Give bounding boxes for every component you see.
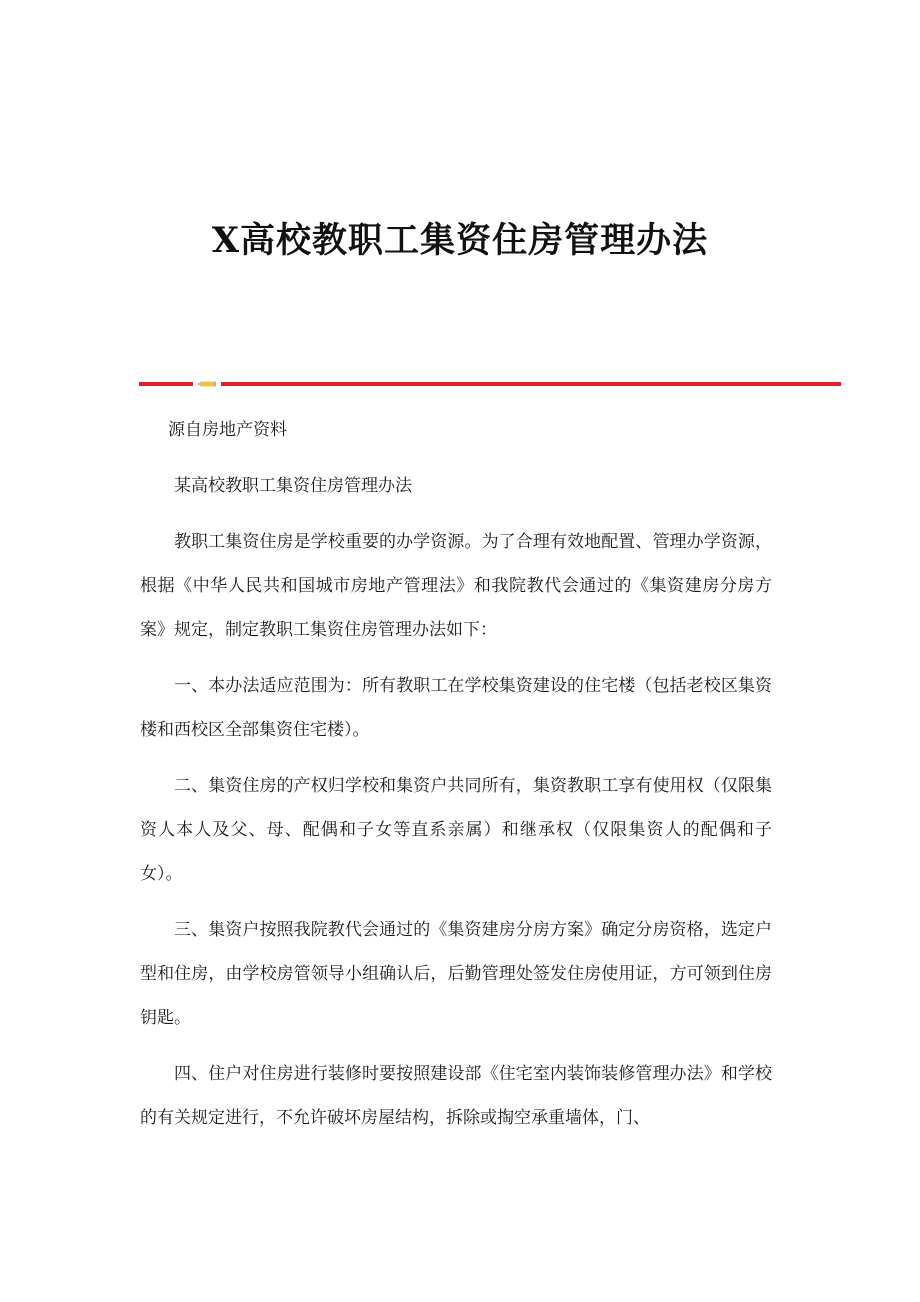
paragraph-intro: 教职工集资住房是学校重要的办学资源。为了合理有效地配置、管理办学资源，根据《中华人民共和国城市房地产管理法》和我院教代会通过的《集资建房分房方案》规定，制定教职工集资住房管理办法如下：: [140, 532, 772, 640]
paragraph-clause-2: 二、集资住房的产权归学校和集资户共同所有，集资教职工享有使用权（仅限集资人本人及父、母、配偶和子女等直系亲属）和继承权（仅限集资人的配偶和子女）。: [140, 776, 772, 884]
divider-bar-left: [139, 382, 193, 386]
title-divider: [139, 380, 841, 388]
divider-bar-right: [221, 382, 841, 386]
paragraph-clause-1: 一、本办法适应范围为：所有教职工在学校集资建设的住宅楼（包括老校区集资楼和西校区全部集资住宅楼）。: [140, 676, 772, 740]
source-note: 源自房地产资料: [168, 420, 287, 440]
document-title: X高校教职工集资住房管理办法: [211, 220, 709, 261]
paragraph-clause-4: 四、住户对住房进行装修时要按照建设部《住宅室内装饰装修管理办法》和学校的有关规定进行，不允许破坏房屋结构，拆除或掏空承重墙体，门、: [140, 1064, 772, 1128]
document-body: [140, 408, 772, 1152]
pencil-icon: [197, 380, 217, 388]
document-subtitle: 某高校教职工集资住房管理办法: [174, 476, 412, 496]
paragraph-clause-3: 三、集资户按照我院教代会通过的《集资建房分房方案》确定分房资格，选定户型和住房，由学校房管领导小组确认后，后勤管理处签发住房使用证，方可领到住房钥匙。: [140, 920, 772, 1028]
